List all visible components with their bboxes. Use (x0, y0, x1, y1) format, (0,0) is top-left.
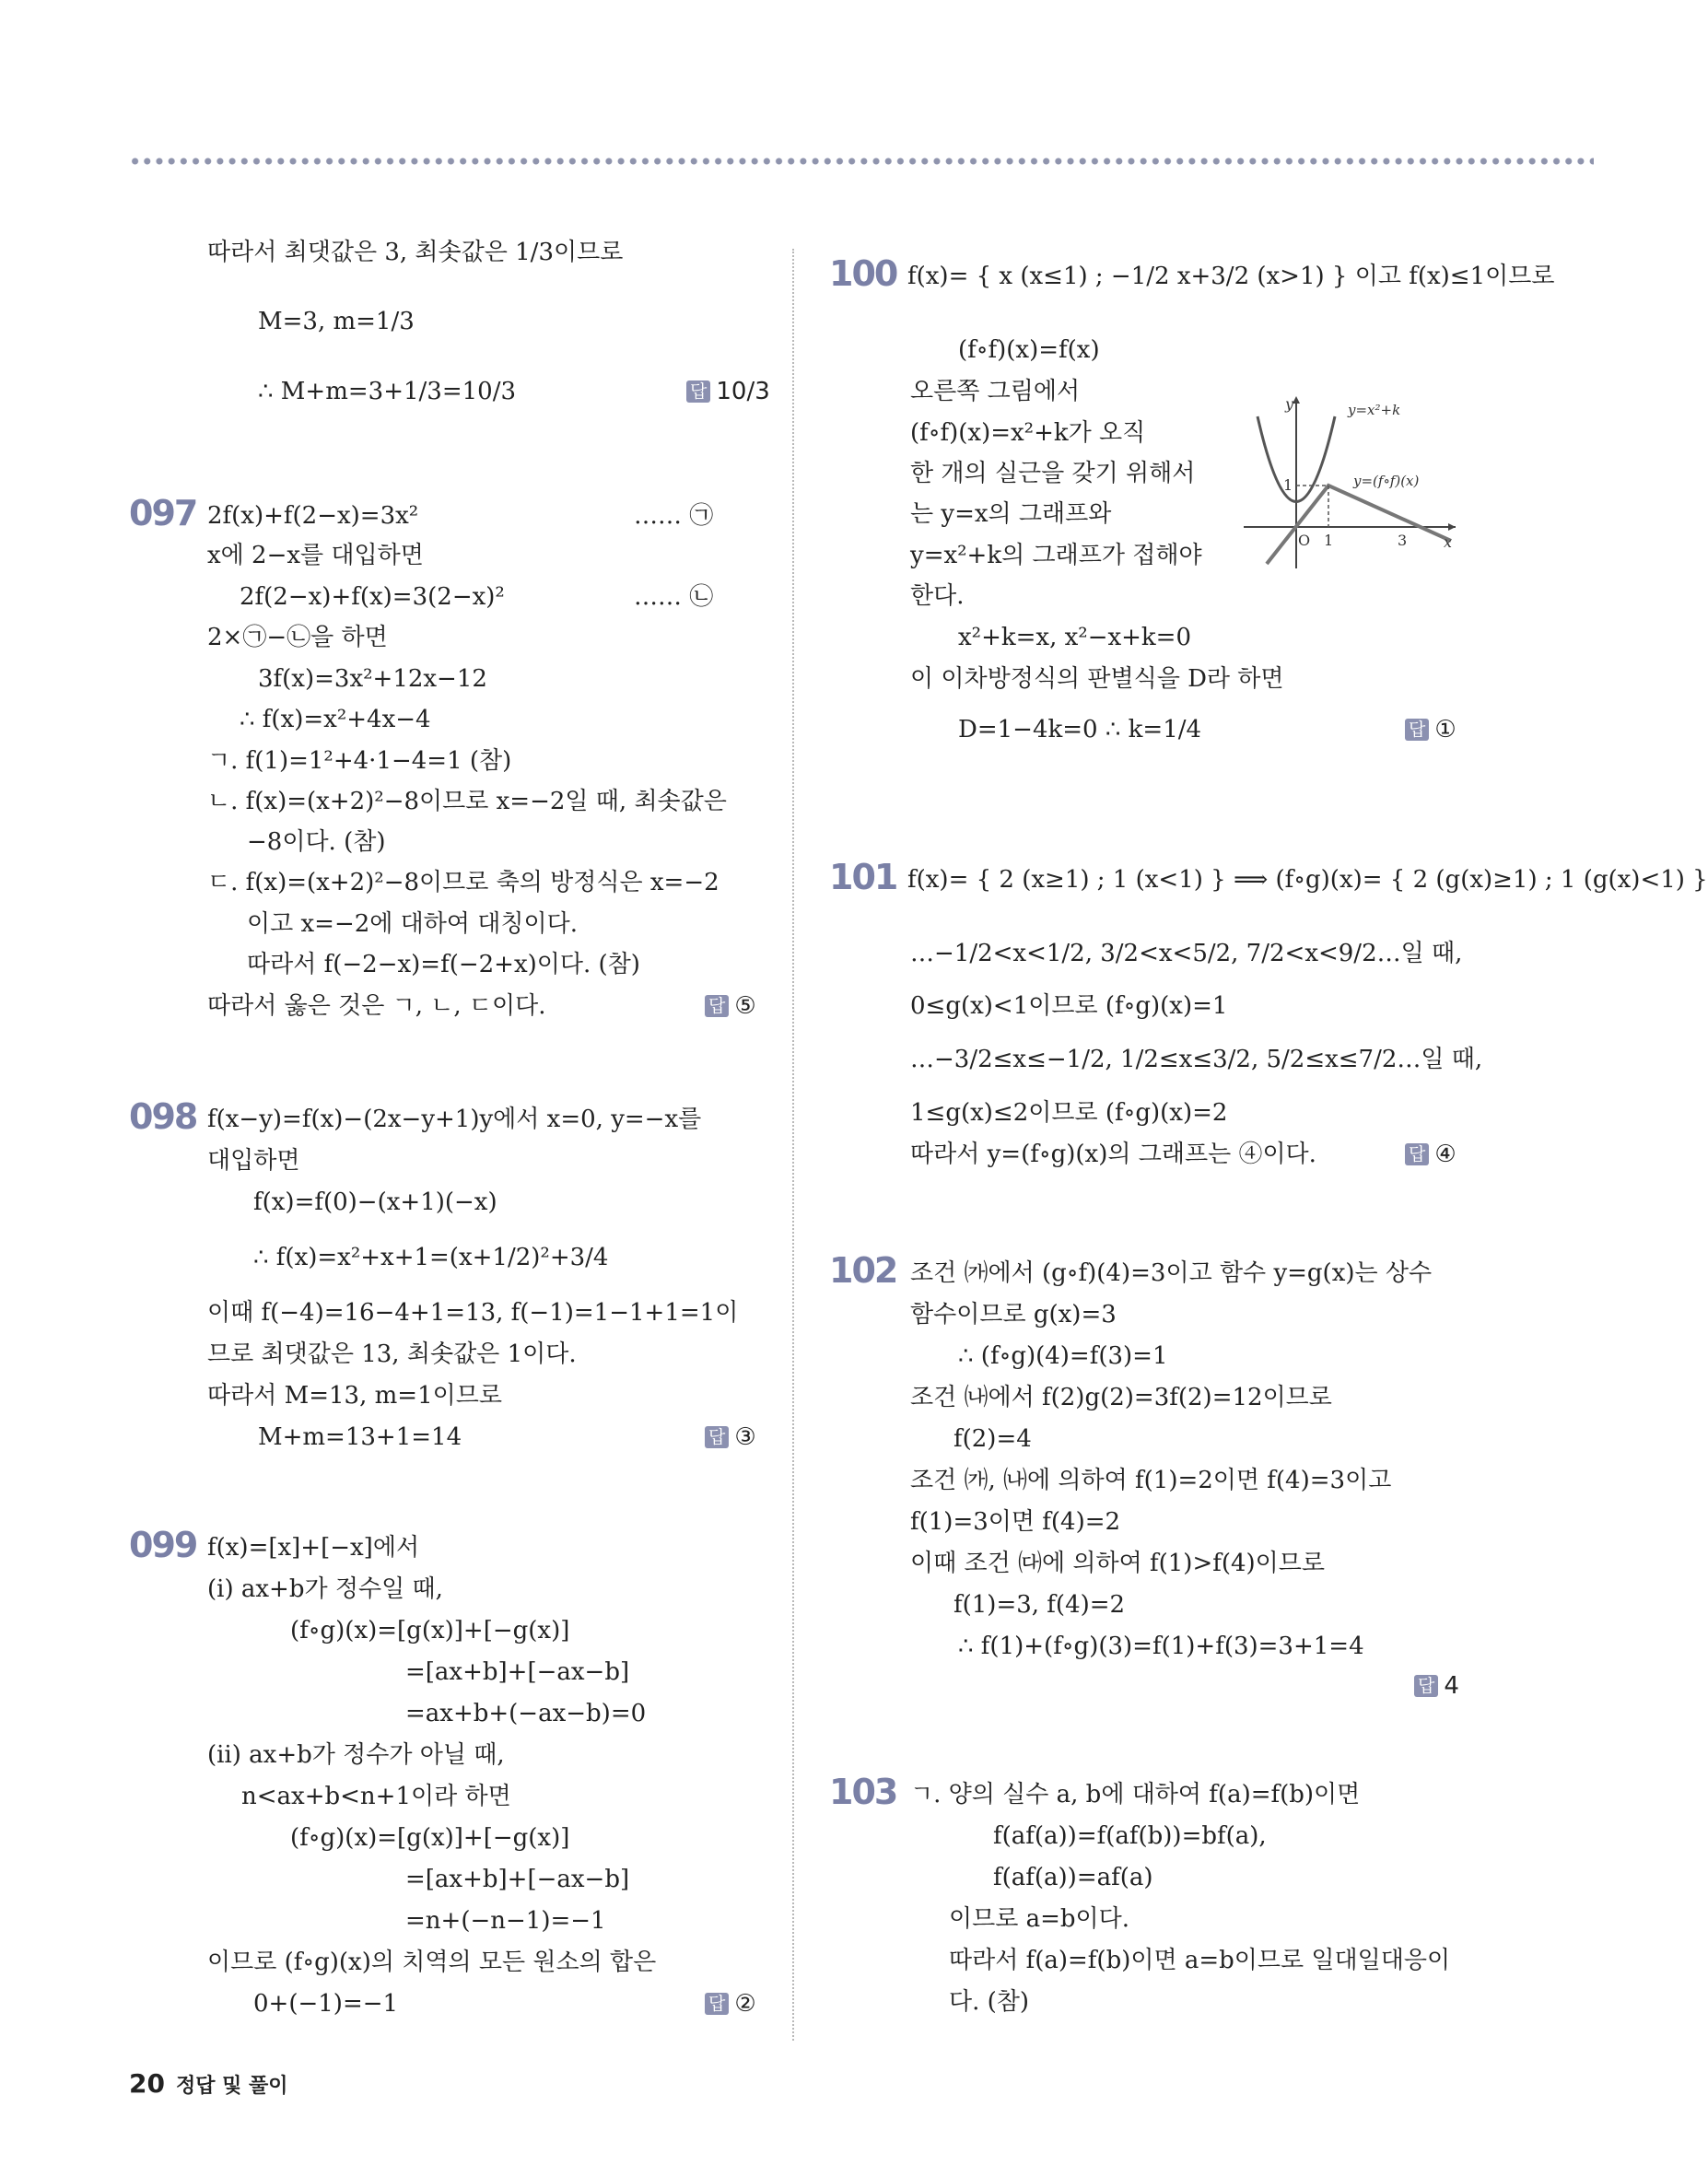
problem-number: 100 (829, 253, 897, 294)
answer-mark (705, 988, 756, 1024)
solution-line: 므로 최댓값은 13, 최솟값은 1이다. (207, 1340, 577, 1368)
solution-line: 3f(x)=3x²+12x−12 (258, 665, 487, 693)
solution-line: =[ax+b]+[−ax−b] (405, 1866, 630, 1893)
solution-line: ∴ M+m=3+1/3=10/3 (258, 378, 516, 405)
answer-value: ④ (1434, 1141, 1456, 1168)
solution-line: =ax+b+(−ax−b)=0 (405, 1700, 647, 1727)
problem-number: 098 (129, 1096, 197, 1137)
solution-line: f(x)= { x (x≤1) ; −1/2 x+3/2 (x>1) } 이고 f(x)≤1이므로 (907, 263, 1555, 290)
solution-line: f(x)=[x]+[−x]에서 (207, 1534, 420, 1562)
solution-line: 따라서 f(a)=f(b)이면 a=b이므로 일대일대응이 (949, 1947, 1451, 1974)
solution-line: 따라서 y=(f∘g)(x)의 그래프는 ④이다. (910, 1141, 1316, 1168)
column-divider (792, 249, 794, 2041)
solution-line: (f∘g)(x)=[g(x)]+[−g(x)] (290, 1824, 570, 1852)
solution-line: f(x−y)=f(x)−(2x−y+1)y에서 x=0, y=−x를 (207, 1106, 702, 1133)
graph-label-ff: y=(f∘f)(x) (1353, 473, 1420, 489)
footer-label: 정답 및 풀이 (175, 2075, 288, 2098)
page-footer (129, 2068, 288, 2099)
problem-number: 101 (829, 857, 897, 897)
solution-line: (f∘f)(x)=f(x) (958, 336, 1100, 364)
solution-line: =[ax+b]+[−ax−b] (405, 1658, 630, 1686)
solution-line: …−1/2<x<1/2, 3/2<x<5/2, 7/2<x<9/2…일 때, (910, 940, 1463, 967)
problem-number: 103 (829, 1772, 897, 1812)
solution-line: 따라서 M=13, m=1이므로 (207, 1382, 502, 1410)
solution-line: x에 2−x를 대입하면 (207, 542, 424, 569)
answer-badge: 답 (686, 380, 710, 403)
solution-line: 한 개의 실근을 갖기 위해서 (910, 460, 1196, 487)
solution-line: 2f(2−x)+f(x)=3(2−x)² (240, 583, 505, 611)
solution-line: ㄱ. 양의 실수 a, b에 대하여 f(a)=f(b)이면 (910, 1781, 1361, 1808)
answer-badge: 답 (1405, 1143, 1429, 1165)
solution-line: 오른쪽 그림에서 (910, 378, 1081, 405)
graph-label-x: x (1444, 533, 1453, 551)
solution-line: f(2)=4 (953, 1425, 1032, 1453)
y-arrow-icon (1293, 396, 1300, 404)
answer-value: ③ (734, 1423, 756, 1451)
solution-line: x²+k=x, x²−x+k=0 (958, 624, 1192, 651)
equation-marker: …… ㉠ (634, 502, 714, 530)
top-dotted-rule (129, 157, 1594, 166)
solution-line: (f∘f)(x)=x²+k가 오직 (910, 419, 1146, 447)
solution-line: 0+(−1)=−1 (253, 1990, 399, 2018)
solution-line: 2×㉠−㉡을 하면 (207, 624, 388, 651)
solution-line: 따라서 옳은 것은 ㄱ, ㄴ, ㄷ이다. (207, 992, 546, 1020)
solution-line: 2f(x)+f(2−x)=3x² (207, 502, 419, 530)
answer-mark (705, 1419, 756, 1456)
answer-value: 4 (1444, 1672, 1459, 1700)
solution-line: n<ax+b<n+1이라 하면 (241, 1783, 511, 1810)
solution-line: 이때 조건 ㈐에 의하여 f(1)>f(4)이므로 (910, 1550, 1326, 1577)
solution-line: 이 이차방정식의 판별식을 D라 하면 (910, 665, 1284, 693)
graph-label-x3: 3 (1398, 532, 1408, 549)
graph-label-x1: 1 (1324, 532, 1334, 549)
solution-line: M=3, m=1/3 (258, 308, 415, 335)
answer-badge: 답 (1405, 719, 1429, 741)
solution-line: 이므로 a=b이다. (949, 1905, 1130, 1933)
answer-value: ⑤ (734, 992, 756, 1020)
solution-line: 조건 ㈏에서 f(2)g(2)=3f(2)=12이므로 (910, 1384, 1332, 1411)
answer-value: 10/3 (716, 378, 770, 405)
solution-line: 0≤g(x)<1이므로 (f∘g)(x)=1 (910, 992, 1228, 1020)
solution-line: f(af(a))=af(a) (993, 1864, 1153, 1891)
problem-number: 102 (829, 1250, 897, 1291)
answer-badge: 답 (1414, 1675, 1438, 1697)
graph-figure (1239, 389, 1460, 573)
solution-line: f(1)=3, f(4)=2 (953, 1591, 1126, 1619)
graph-label-y1: 1 (1283, 476, 1293, 494)
solution-line: 조건 ㈎, ㈏에 의하여 f(1)=2이면 f(4)=3이고 (910, 1467, 1392, 1494)
solution-line: 대입하면 (207, 1147, 300, 1175)
solution-line: 따라서 최댓값은 3, 최솟값은 1/3이므로 (207, 239, 624, 266)
page-number: 20 (129, 2068, 165, 2099)
graph-label-parabola: y=x²+k (1348, 402, 1401, 418)
answer-mark (1405, 1136, 1456, 1173)
problem-number: 097 (129, 493, 197, 533)
solution-line: D=1−4k=0 ∴ k=1/4 (958, 716, 1202, 743)
solution-line: 조건 ㈎에서 (g∘f)(4)=3이고 함수 y=g(x)는 상수 (910, 1259, 1433, 1287)
solution-line: f(x)=f(0)−(x+1)(−x) (253, 1188, 497, 1216)
solution-line: ∴ (f∘g)(4)=f(3)=1 (958, 1342, 1168, 1370)
solution-line: f(1)=3이면 f(4)=2 (910, 1508, 1121, 1536)
answer-mark (686, 373, 770, 410)
solution-line: ∴ f(x)=x²+x+1=(x+1/2)²+3/4 (253, 1244, 609, 1271)
solution-line: 는 y=x의 그래프와 (910, 500, 1112, 528)
solution-line: ㄷ. f(x)=(x+2)²−8이므로 축의 방정식은 x=−2 (207, 869, 719, 896)
problem-number: 099 (129, 1525, 197, 1565)
x-arrow-icon (1448, 523, 1456, 531)
solution-line: (ⅱ) ax+b가 정수가 아닐 때, (207, 1741, 505, 1769)
answer-badge: 답 (705, 1426, 729, 1448)
solution-line: f(x)= { 2 (x≥1) ; 1 (x<1) } ⟹ (f∘g)(x)= { 2 (g(x)≥1) ; 1 (g(x)<1) } (907, 866, 1708, 894)
answer-value: ② (734, 1990, 756, 2018)
graph-label-y: y (1285, 395, 1294, 413)
solution-line: =n+(−n−1)=−1 (405, 1907, 606, 1935)
solution-line: ㄱ. f(1)=1²+4·1−4=1 (참) (207, 747, 512, 775)
solution-line: y=x²+k의 그래프가 접해야 (910, 542, 1202, 569)
solution-line: 이므로 (f∘g)(x)의 치역의 모든 원소의 합은 (207, 1949, 657, 1976)
solution-line: 따라서 f(−2−x)=f(−2+x)이다. (참) (247, 951, 640, 978)
solution-line: 한다. (910, 582, 965, 610)
answer-mark (705, 1985, 756, 2022)
solution-line: 이때 f(−4)=16−4+1=13, f(−1)=1−1+1=1이 (207, 1299, 739, 1327)
solution-line: −8이다. (참) (247, 828, 386, 856)
answer-badge: 답 (705, 1993, 729, 2015)
answer-badge: 답 (705, 995, 729, 1017)
solution-line: ∴ f(x)=x²+4x−4 (240, 706, 431, 733)
solution-line: (f∘g)(x)=[g(x)]+[−g(x)] (290, 1617, 570, 1644)
solution-line: 1≤g(x)≤2이므로 (f∘g)(x)=2 (910, 1099, 1228, 1127)
solution-line: …−3/2≤x≤−1/2, 1/2≤x≤3/2, 5/2≤x≤7/2…일 때, (910, 1046, 1483, 1073)
solution-line: ㄴ. f(x)=(x+2)²−8이므로 x=−2일 때, 최솟값은 (207, 788, 727, 815)
graph-label-origin: O (1298, 532, 1311, 549)
solution-line: (ⅰ) ax+b가 정수일 때, (207, 1575, 443, 1603)
solution-line: M+m=13+1=14 (258, 1423, 462, 1451)
answer-mark (1414, 1668, 1459, 1704)
answer-value: ① (1434, 716, 1456, 743)
solution-line: f(af(a))=f(af(b))=bf(a), (993, 1822, 1267, 1850)
answer-mark (1405, 711, 1456, 748)
solution-line: 함수이므로 g(x)=3 (910, 1301, 1117, 1328)
ff-graph-line (1267, 486, 1451, 564)
solution-line: 다. (참) (949, 1988, 1030, 2016)
equation-marker: …… ㉡ (634, 583, 714, 611)
solution-line: 이고 x=−2에 대하여 대칭이다. (247, 910, 578, 938)
solution-line: ∴ f(1)+(f∘g)(3)=f(1)+f(3)=3+1=4 (958, 1633, 1364, 1660)
